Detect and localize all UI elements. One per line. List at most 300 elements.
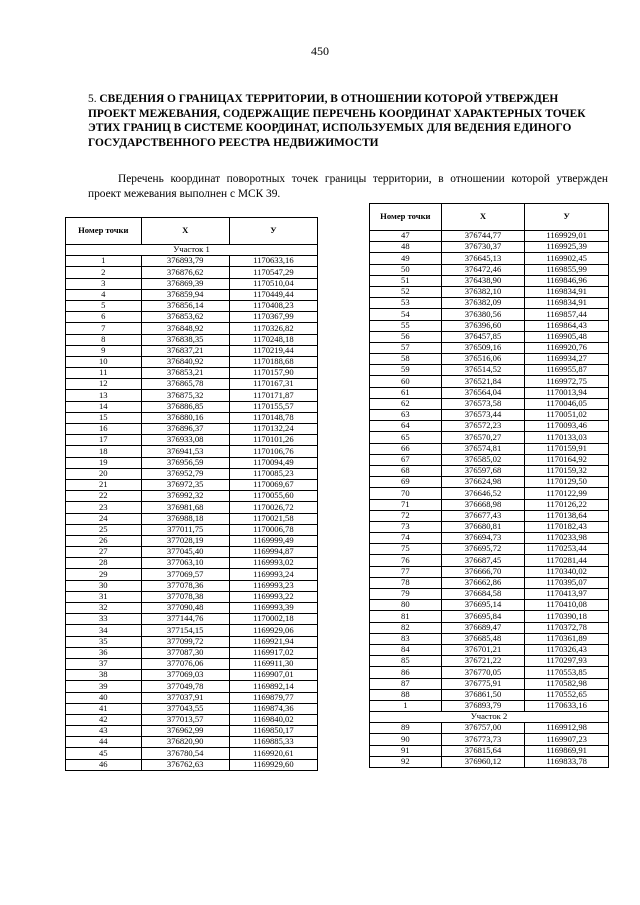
table-row: [370, 723, 609, 734]
y-coordinate-cell: 1169925,39: [525, 242, 609, 253]
table-row: [66, 289, 318, 300]
y-coordinate-cell: 1170002,18: [229, 614, 317, 625]
point-number-cell: 45: [66, 748, 142, 759]
y-coordinate-cell: 1169929,01: [525, 231, 609, 242]
point-number-cell: 84: [370, 644, 442, 655]
point-number-cell: 42: [66, 714, 142, 725]
y-coordinate-cell: 1169907,01: [229, 670, 317, 681]
point-number-cell: 17: [66, 435, 142, 446]
y-coordinate-cell: 1170069,67: [229, 479, 317, 490]
y-coordinate-cell: 1169885,33: [229, 737, 317, 748]
point-number-cell: 4: [66, 289, 142, 300]
y-coordinate-cell: 1170449,44: [229, 289, 317, 300]
x-coordinate-cell: 376687,45: [441, 555, 525, 566]
x-coordinate-cell: 376886,85: [141, 401, 229, 412]
y-coordinate-cell: 1170021,58: [229, 513, 317, 524]
table-row: [370, 421, 609, 432]
point-number-cell: 65: [370, 432, 442, 443]
point-number-cell: 68: [370, 465, 442, 476]
y-coordinate-cell: 1170367,99: [229, 312, 317, 323]
x-coordinate-cell: 376689,47: [441, 622, 525, 633]
point-number-cell: 36: [66, 647, 142, 658]
table-row: [66, 491, 318, 502]
point-number-cell: 50: [370, 264, 442, 275]
point-number-cell: 82: [370, 622, 442, 633]
x-coordinate-cell: 376837,21: [141, 345, 229, 356]
point-number-cell: 79: [370, 589, 442, 600]
y-coordinate-cell: 1169905,48: [525, 331, 609, 342]
table-row: [66, 748, 318, 759]
y-coordinate-cell: 1169920,61: [229, 748, 317, 759]
y-coordinate-cell: 1170085,23: [229, 468, 317, 479]
y-coordinate-cell: 1169994,87: [229, 547, 317, 558]
x-coordinate-cell: 376380,56: [441, 309, 525, 320]
x-coordinate-cell: 377078,38: [141, 591, 229, 602]
x-coordinate-cell: 376382,09: [441, 298, 525, 309]
x-coordinate-cell: 376876,62: [141, 267, 229, 278]
x-coordinate-cell: 376721,22: [441, 656, 525, 667]
y-coordinate-cell: 1170372,78: [525, 622, 609, 633]
table-row: [66, 457, 318, 468]
coordinates-table-right: [369, 203, 609, 768]
table-row: [370, 398, 609, 409]
x-coordinate-cell: 376859,94: [141, 289, 229, 300]
parcel-label: Участок 2: [370, 712, 609, 723]
table-row: [66, 603, 318, 614]
y-coordinate-cell: 1169917,02: [229, 647, 317, 658]
table-row: [66, 547, 318, 558]
y-coordinate-cell: 1169993,24: [229, 569, 317, 580]
point-number-cell: 20: [66, 468, 142, 479]
table-row: [66, 412, 318, 423]
column-header-y: У: [525, 204, 609, 231]
table-row: [66, 390, 318, 401]
x-coordinate-cell: 376775,91: [441, 678, 525, 689]
table-row: [66, 312, 318, 323]
point-number-cell: 63: [370, 410, 442, 421]
point-number-cell: 49: [370, 253, 442, 264]
y-coordinate-cell: 1170026,72: [229, 502, 317, 513]
x-coordinate-cell: 376564,04: [441, 387, 525, 398]
point-number-cell: 21: [66, 479, 142, 490]
table-row: [66, 580, 318, 591]
y-coordinate-cell: 1169999,49: [229, 535, 317, 546]
table-row: [370, 510, 609, 521]
y-coordinate-cell: 1170413,97: [525, 589, 609, 600]
x-coordinate-cell: 376382,10: [441, 286, 525, 297]
table-row: [370, 242, 609, 253]
y-coordinate-cell: 1169833,78: [525, 756, 609, 767]
x-coordinate-cell: 377028,19: [141, 535, 229, 546]
y-coordinate-cell: 1170159,91: [525, 443, 609, 454]
table-row: [66, 692, 318, 703]
x-coordinate-cell: 376780,54: [141, 748, 229, 759]
x-coordinate-cell: 377011,75: [141, 524, 229, 535]
section-row: [370, 712, 609, 723]
y-coordinate-cell: 1169834,91: [525, 298, 609, 309]
y-coordinate-cell: 1170182,43: [525, 521, 609, 532]
y-coordinate-cell: 1170138,64: [525, 510, 609, 521]
y-coordinate-cell: 1169846,96: [525, 275, 609, 286]
x-coordinate-cell: 376853,21: [141, 368, 229, 379]
x-coordinate-cell: 376438,90: [441, 275, 525, 286]
page-number: 450: [311, 44, 329, 58]
table-row: [370, 700, 609, 711]
y-coordinate-cell: 1169955,87: [525, 365, 609, 376]
x-coordinate-cell: 376570,27: [441, 432, 525, 443]
x-coordinate-cell: 376956,59: [141, 457, 229, 468]
point-number-cell: 61: [370, 387, 442, 398]
table-row: [370, 566, 609, 577]
table-row: [66, 614, 318, 625]
point-number-cell: 56: [370, 331, 442, 342]
point-number-cell: 14: [66, 401, 142, 412]
x-coordinate-cell: 376893,79: [141, 256, 229, 267]
column-header-point: Номер точки: [66, 218, 142, 245]
x-coordinate-cell: 376514,52: [441, 365, 525, 376]
x-coordinate-cell: 377063,10: [141, 558, 229, 569]
point-number-cell: 28: [66, 558, 142, 569]
x-coordinate-cell: 376757,00: [441, 723, 525, 734]
y-coordinate-cell: 1170159,32: [525, 465, 609, 476]
point-number-cell: 1: [370, 700, 442, 711]
x-coordinate-cell: 376572,23: [441, 421, 525, 432]
y-coordinate-cell: 1169834,91: [525, 286, 609, 297]
point-number-cell: 52: [370, 286, 442, 297]
x-coordinate-cell: 376981,68: [141, 502, 229, 513]
section-row: [66, 245, 318, 256]
point-number-cell: 62: [370, 398, 442, 409]
y-coordinate-cell: 1170094,49: [229, 457, 317, 468]
table-row: [66, 524, 318, 535]
table-row: [66, 647, 318, 658]
x-coordinate-cell: 376597,68: [441, 465, 525, 476]
y-coordinate-cell: 1169934,27: [525, 354, 609, 365]
point-number-cell: 51: [370, 275, 442, 286]
x-coordinate-cell: 376861,50: [441, 689, 525, 700]
point-number-cell: 89: [370, 723, 442, 734]
y-coordinate-cell: 1170361,89: [525, 633, 609, 644]
x-coordinate-cell: 376646,52: [441, 488, 525, 499]
point-number-cell: 59: [370, 365, 442, 376]
point-number-cell: 69: [370, 477, 442, 488]
y-coordinate-cell: 1169855,99: [525, 264, 609, 275]
y-coordinate-cell: 1169993,39: [229, 603, 317, 614]
y-coordinate-cell: 1170129,50: [525, 477, 609, 488]
y-coordinate-cell: 1169857,44: [525, 309, 609, 320]
point-number-cell: 92: [370, 756, 442, 767]
y-coordinate-cell: 1170167,31: [229, 379, 317, 390]
point-number-cell: 73: [370, 521, 442, 532]
y-coordinate-cell: 1170553,85: [525, 667, 609, 678]
x-coordinate-cell: 376880,16: [141, 412, 229, 423]
point-number-cell: 15: [66, 412, 142, 423]
table-row: [370, 589, 609, 600]
point-number-cell: 24: [66, 513, 142, 524]
x-coordinate-cell: 377078,36: [141, 580, 229, 591]
table-row: [66, 368, 318, 379]
y-coordinate-cell: 1169840,02: [229, 714, 317, 725]
table-row: [66, 267, 318, 278]
point-number-cell: 58: [370, 354, 442, 365]
y-coordinate-cell: 1169929,60: [229, 759, 317, 770]
y-coordinate-cell: 1169869,91: [525, 745, 609, 756]
table-row: [66, 737, 318, 748]
x-coordinate-cell: 376865,78: [141, 379, 229, 390]
point-number-cell: 22: [66, 491, 142, 502]
x-coordinate-cell: 376762,63: [141, 759, 229, 770]
table-row: [370, 331, 609, 342]
x-coordinate-cell: 376853,62: [141, 312, 229, 323]
table-row: [370, 633, 609, 644]
x-coordinate-cell: 376666,70: [441, 566, 525, 577]
y-coordinate-cell: 1170171,87: [229, 390, 317, 401]
x-coordinate-cell: 376624,98: [441, 477, 525, 488]
y-coordinate-cell: 1170133,03: [525, 432, 609, 443]
x-coordinate-cell: 376893,79: [441, 700, 525, 711]
point-number-cell: 83: [370, 633, 442, 644]
point-number-cell: 12: [66, 379, 142, 390]
y-coordinate-cell: 1170552,65: [525, 689, 609, 700]
table-row: [370, 309, 609, 320]
y-coordinate-cell: 1170410,08: [525, 600, 609, 611]
x-coordinate-cell: 376695,84: [441, 611, 525, 622]
x-coordinate-cell: 376848,92: [141, 323, 229, 334]
point-number-cell: 47: [370, 231, 442, 242]
x-coordinate-cell: 376838,35: [141, 334, 229, 345]
table-row: [370, 644, 609, 655]
y-coordinate-cell: 1170326,43: [525, 644, 609, 655]
table-row: [370, 410, 609, 421]
y-coordinate-cell: 1170126,22: [525, 499, 609, 510]
column-header-x: X: [141, 218, 229, 245]
table-row: [66, 558, 318, 569]
y-coordinate-cell: 1170326,82: [229, 323, 317, 334]
point-number-cell: 88: [370, 689, 442, 700]
x-coordinate-cell: 377049,78: [141, 681, 229, 692]
column-header-y: У: [229, 218, 317, 245]
x-coordinate-cell: 376668,98: [441, 499, 525, 510]
point-number-cell: 46: [66, 759, 142, 770]
table-row: [370, 477, 609, 488]
table-row: [66, 323, 318, 334]
point-number-cell: 9: [66, 345, 142, 356]
point-number-cell: 41: [66, 703, 142, 714]
point-number-cell: 1: [66, 256, 142, 267]
point-number-cell: 72: [370, 510, 442, 521]
section-title: СВЕДЕНИЯ О ГРАНИЦАХ ТЕРРИТОРИИ, В ОТНОШЕНИИ КОТОРОЙ УТВЕРЖДЕН ПРОЕКТ МЕЖЕВАНИЯ, СОДЕРЖАЩИЕ ПЕРЕЧЕНЬ КООРДИНАТ ХАРАКТЕРНЫХ ТОЧЕК ЭТИХ ГРАНИЦ В СИСТЕМЕ КООРДИНАТ, ИСПОЛЬЗУЕМЫХ ДЛЯ ВЕДЕНИЯ ЕДИНОГО ГОСУДАРСТВЕННОГО РЕЕСТРА НЕДВИЖИМОСТИ: [88, 93, 586, 149]
table-row: [66, 681, 318, 692]
table-row: [66, 513, 318, 524]
point-number-cell: 34: [66, 625, 142, 636]
table-row: [370, 745, 609, 756]
x-coordinate-cell: 376516,06: [441, 354, 525, 365]
y-coordinate-cell: 1169911,30: [229, 658, 317, 669]
point-number-cell: 75: [370, 544, 442, 555]
point-number-cell: 74: [370, 533, 442, 544]
x-coordinate-cell: 376896,37: [141, 424, 229, 435]
y-coordinate-cell: 1170395,07: [525, 577, 609, 588]
table-row: [66, 479, 318, 490]
point-number-cell: 7: [66, 323, 142, 334]
y-coordinate-cell: 1169921,94: [229, 636, 317, 647]
table-row: [370, 320, 609, 331]
table-row: [66, 256, 318, 267]
x-coordinate-cell: 376457,85: [441, 331, 525, 342]
x-coordinate-cell: 377069,03: [141, 670, 229, 681]
x-coordinate-cell: 376645,13: [441, 253, 525, 264]
section-heading: [88, 92, 608, 150]
y-coordinate-cell: 1169907,23: [525, 734, 609, 745]
table-row: [66, 703, 318, 714]
table-row: [370, 264, 609, 275]
y-coordinate-cell: 1170219,44: [229, 345, 317, 356]
y-coordinate-cell: 1169864,43: [525, 320, 609, 331]
y-coordinate-cell: 1170188,68: [229, 356, 317, 367]
point-number-cell: 55: [370, 320, 442, 331]
x-coordinate-cell: 376869,39: [141, 278, 229, 289]
table-row: [66, 535, 318, 546]
y-coordinate-cell: 1170046,05: [525, 398, 609, 409]
y-coordinate-cell: 1170390,18: [525, 611, 609, 622]
table-row: [66, 670, 318, 681]
point-number-cell: 27: [66, 547, 142, 558]
point-number-cell: 25: [66, 524, 142, 535]
table-row: [370, 275, 609, 286]
x-coordinate-cell: 377090,48: [141, 603, 229, 614]
point-number-cell: 5: [66, 300, 142, 311]
table-row: [370, 231, 609, 242]
table-row: [370, 387, 609, 398]
point-number-cell: 3: [66, 278, 142, 289]
intro-paragraph: Перечень координат поворотных точек границы территории, в отношении которой утвержден проект межевания выполнен с МСК 39.: [88, 173, 608, 200]
point-number-cell: 54: [370, 309, 442, 320]
y-coordinate-cell: 1169972,75: [525, 376, 609, 387]
y-coordinate-cell: 1169879,77: [229, 692, 317, 703]
y-coordinate-cell: 1169929,06: [229, 625, 317, 636]
x-coordinate-cell: 376988,18: [141, 513, 229, 524]
point-number-cell: 23: [66, 502, 142, 513]
x-coordinate-cell: 376573,58: [441, 398, 525, 409]
x-coordinate-cell: 377045,40: [141, 547, 229, 558]
y-coordinate-cell: 1170122,99: [525, 488, 609, 499]
y-coordinate-cell: 1170157,90: [229, 368, 317, 379]
table-row: [66, 636, 318, 647]
table-row: [370, 577, 609, 588]
table-row: [66, 278, 318, 289]
table-row: [370, 376, 609, 387]
table-row: [66, 424, 318, 435]
table-row: [66, 379, 318, 390]
x-coordinate-cell: 376701,21: [441, 644, 525, 655]
table-row: [370, 354, 609, 365]
y-coordinate-cell: 1170093,46: [525, 421, 609, 432]
y-coordinate-cell: 1170132,24: [229, 424, 317, 435]
point-number-cell: 53: [370, 298, 442, 309]
x-coordinate-cell: 377087,30: [141, 647, 229, 658]
table-row: [66, 502, 318, 513]
point-number-cell: 44: [66, 737, 142, 748]
table-row: [370, 499, 609, 510]
x-coordinate-cell: 376574,81: [441, 443, 525, 454]
y-coordinate-cell: 1170408,23: [229, 300, 317, 311]
point-number-cell: 64: [370, 421, 442, 432]
x-coordinate-cell: 376840,92: [141, 356, 229, 367]
point-number-cell: 40: [66, 692, 142, 703]
table-row: [370, 443, 609, 454]
x-coordinate-cell: 376820,90: [141, 737, 229, 748]
x-coordinate-cell: 376680,81: [441, 521, 525, 532]
table-row: [66, 591, 318, 602]
y-coordinate-cell: 1170148,78: [229, 412, 317, 423]
table-row: [370, 544, 609, 555]
table-row: [66, 356, 318, 367]
table-row: [66, 435, 318, 446]
x-coordinate-cell: 376695,14: [441, 600, 525, 611]
point-number-cell: 32: [66, 603, 142, 614]
table-row: [66, 726, 318, 737]
point-number-cell: 77: [370, 566, 442, 577]
table-row: [370, 521, 609, 532]
x-coordinate-cell: 377076,06: [141, 658, 229, 669]
y-coordinate-cell: 1170547,29: [229, 267, 317, 278]
table-row: [370, 555, 609, 566]
point-number-cell: 31: [66, 591, 142, 602]
point-number-cell: 78: [370, 577, 442, 588]
y-coordinate-cell: 1169892,14: [229, 681, 317, 692]
point-number-cell: 48: [370, 242, 442, 253]
table-row: [66, 300, 318, 311]
point-number-cell: 70: [370, 488, 442, 499]
point-number-cell: 8: [66, 334, 142, 345]
table-row: [370, 488, 609, 499]
section-number: 5.: [88, 93, 97, 105]
x-coordinate-cell: 376694,73: [441, 533, 525, 544]
point-number-cell: 16: [66, 424, 142, 435]
point-number-cell: 11: [66, 368, 142, 379]
table-row: [370, 432, 609, 443]
y-coordinate-cell: 1170633,16: [525, 700, 609, 711]
x-coordinate-cell: 376685,48: [441, 633, 525, 644]
table-row: [370, 734, 609, 745]
x-coordinate-cell: 376770,05: [441, 667, 525, 678]
x-coordinate-cell: 376962,99: [141, 726, 229, 737]
table-row: [370, 253, 609, 264]
point-number-cell: 90: [370, 734, 442, 745]
x-coordinate-cell: 376773,73: [441, 734, 525, 745]
table-row: [370, 678, 609, 689]
point-number-cell: 35: [66, 636, 142, 647]
x-coordinate-cell: 376815,64: [441, 745, 525, 756]
point-number-cell: 66: [370, 443, 442, 454]
point-number-cell: 33: [66, 614, 142, 625]
table-row: [370, 689, 609, 700]
x-coordinate-cell: 376521,84: [441, 376, 525, 387]
table-row: [370, 656, 609, 667]
table-row: [66, 446, 318, 457]
y-coordinate-cell: 1170510,04: [229, 278, 317, 289]
x-coordinate-cell: 377144,76: [141, 614, 229, 625]
x-coordinate-cell: 376972,35: [141, 479, 229, 490]
x-coordinate-cell: 376472,46: [441, 264, 525, 275]
y-coordinate-cell: 1169850,17: [229, 726, 317, 737]
point-number-cell: 30: [66, 580, 142, 591]
point-number-cell: 71: [370, 499, 442, 510]
x-coordinate-cell: 377043,55: [141, 703, 229, 714]
y-coordinate-cell: 1169902,45: [525, 253, 609, 264]
y-coordinate-cell: 1169920,76: [525, 342, 609, 353]
point-number-cell: 60: [370, 376, 442, 387]
